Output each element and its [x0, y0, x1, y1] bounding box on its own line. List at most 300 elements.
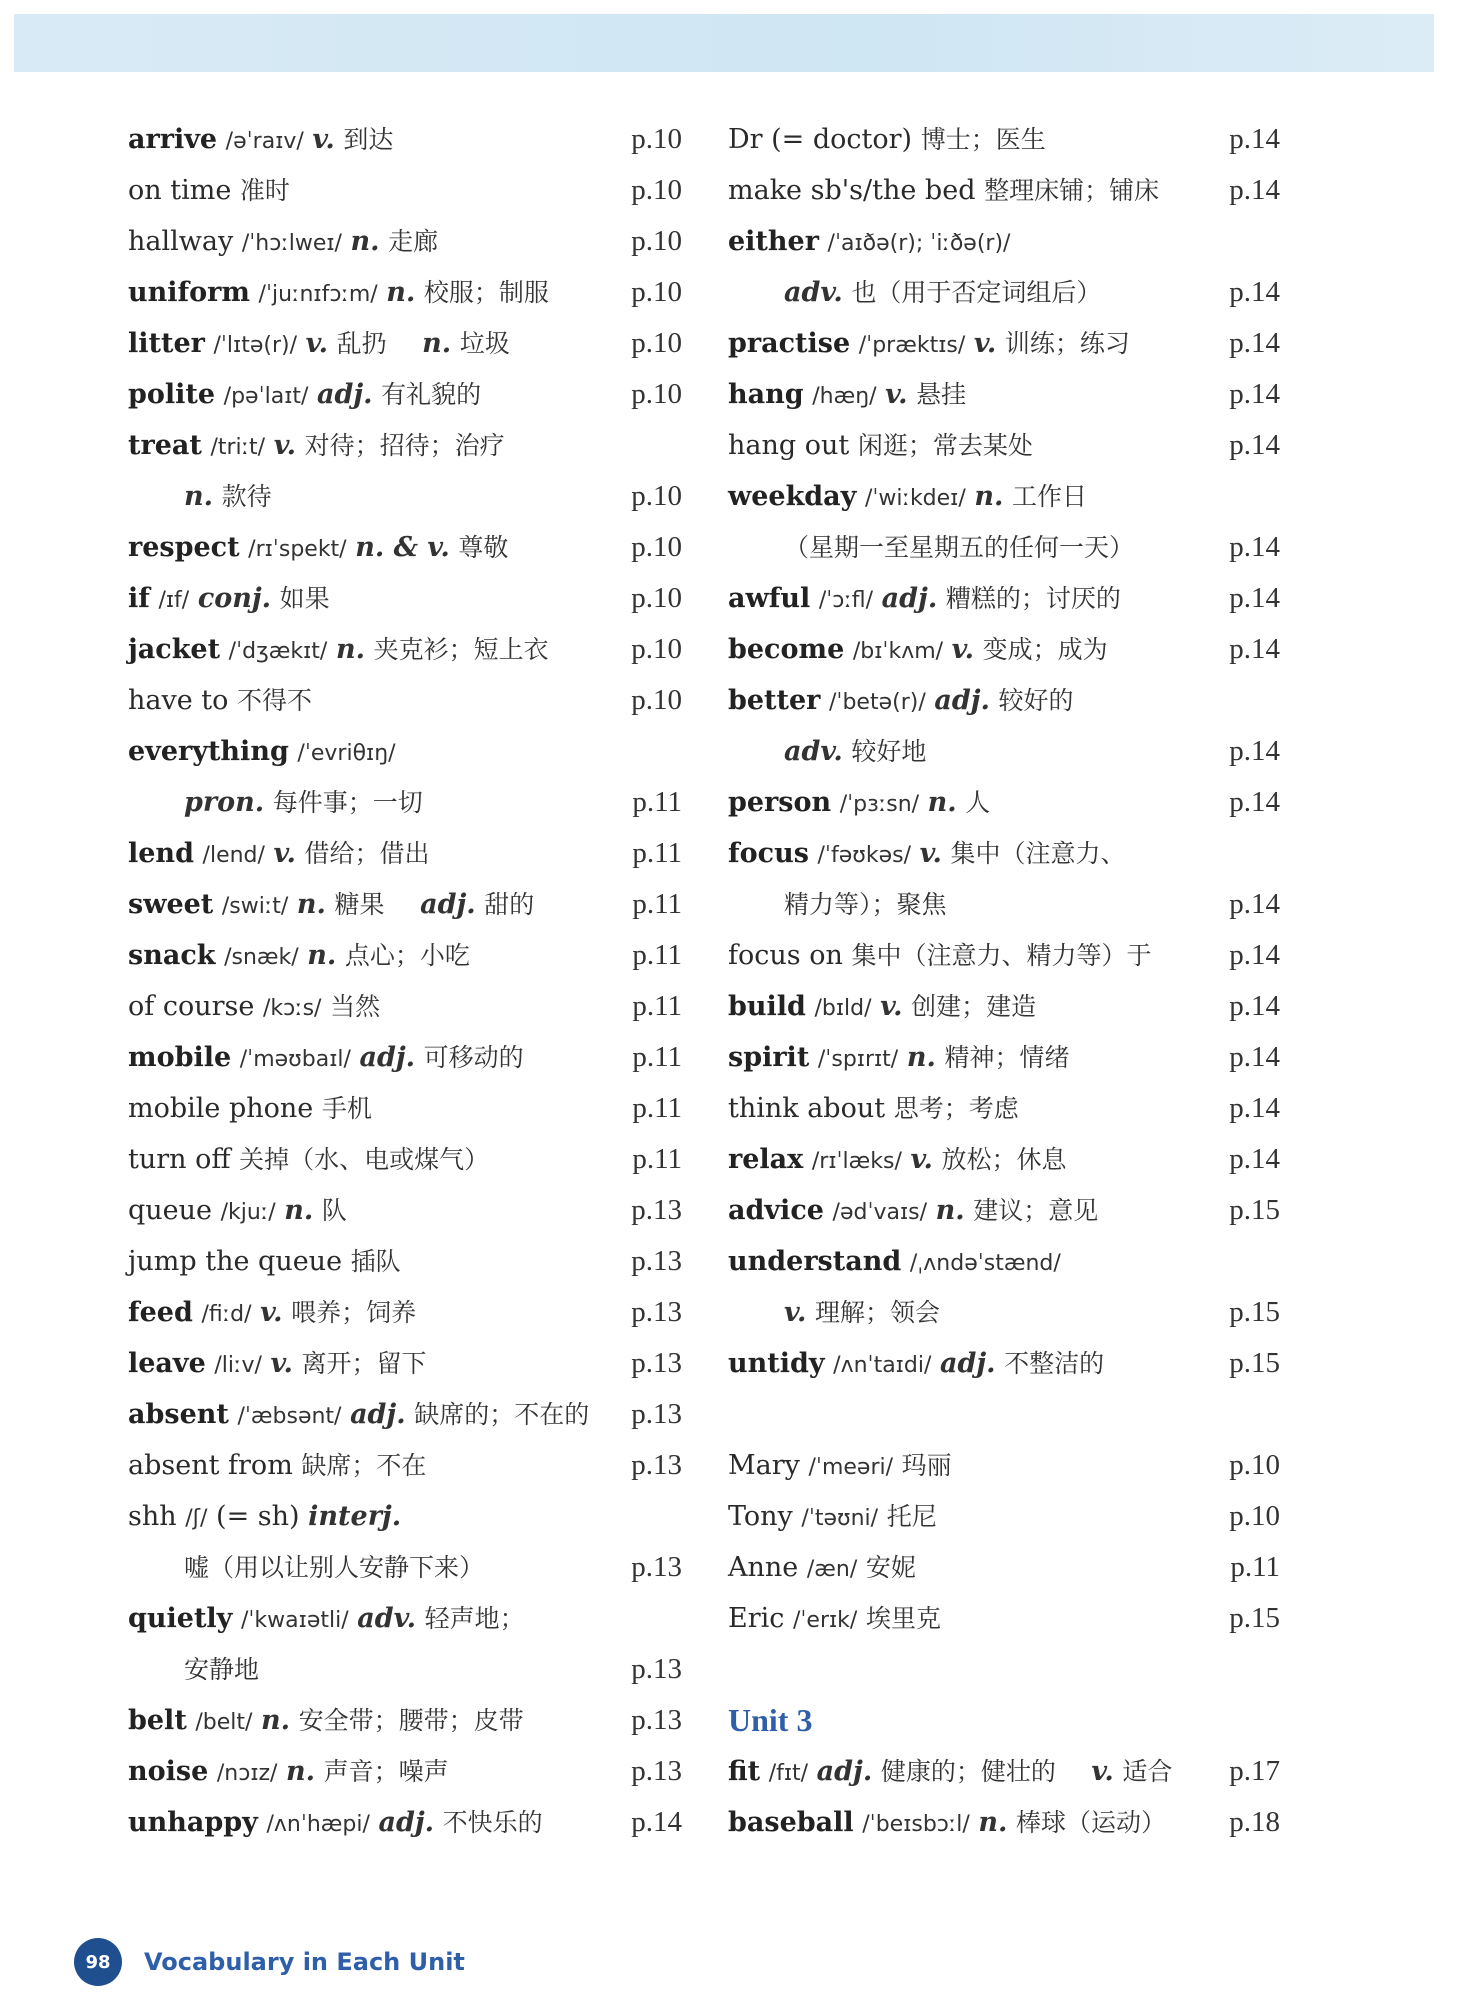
chinese-meaning-2: 甜的	[484, 890, 535, 919]
page-ref: p.14	[1229, 531, 1280, 563]
page-ref: p.11	[632, 1143, 682, 1175]
entry-text	[728, 1083, 1019, 1134]
phonetic: /ˈspɪrɪt/	[817, 1047, 899, 1072]
chinese-meaning: 走廊	[388, 227, 439, 256]
vocab-entry	[728, 369, 1280, 420]
vocab-column-right	[728, 114, 1280, 1848]
vocab-entry	[728, 420, 1280, 471]
entry-text	[128, 1287, 416, 1340]
headword: treat	[128, 430, 202, 461]
chinese-meaning: 理解；领会	[814, 1298, 940, 1327]
chinese-meaning: 创建；建造	[911, 992, 1037, 1021]
headword: feed	[128, 1297, 193, 1328]
part-of-speech: adj.	[816, 1756, 873, 1787]
chinese-meaning: 到达	[343, 125, 394, 154]
part-of-speech: v.	[973, 328, 997, 359]
entry-text	[728, 216, 1010, 269]
page-ref: p.14	[1229, 1143, 1280, 1175]
part-of-speech: n.	[296, 889, 326, 920]
chinese-meaning: 健康的；健壮的	[880, 1757, 1056, 1786]
vocab-entry	[728, 318, 1280, 369]
phonetic: /triːt/	[210, 435, 266, 460]
chinese-meaning: 尊敬	[458, 533, 509, 562]
page-ref: p.10	[631, 480, 682, 512]
vocab-entry	[128, 624, 682, 675]
entry-text	[128, 981, 380, 1034]
vocab-entry	[728, 1083, 1280, 1134]
chinese-meaning: 夹克衫；短上衣	[373, 635, 549, 664]
chinese-meaning-2: 垃圾	[459, 329, 510, 358]
part-of-speech: n.	[935, 1195, 965, 1226]
vocab-entry	[728, 471, 1280, 522]
page-ref: p.11	[632, 786, 682, 818]
page-ref: p.13	[631, 1755, 682, 1787]
headword: arrive	[128, 124, 218, 155]
vocab-entry	[728, 573, 1280, 624]
vocab-entry	[128, 318, 682, 369]
vocab-entry	[728, 1185, 1280, 1236]
part-of-speech: n.	[286, 1756, 316, 1787]
headword: awful	[728, 583, 811, 614]
entry-text	[728, 471, 1087, 524]
page-ref: p.17	[1229, 1755, 1280, 1787]
part-of-speech: v.	[273, 430, 297, 461]
chinese-meaning: 人	[965, 788, 991, 817]
page-ref: p.10	[631, 378, 682, 410]
part-of-speech: v.	[312, 124, 335, 155]
vocab-entry	[128, 1032, 682, 1083]
page-ref: p.10	[631, 327, 682, 359]
vocab-entry	[128, 267, 682, 318]
part-of-speech: v.	[260, 1297, 283, 1328]
phonetic: /bɪld/	[814, 996, 872, 1021]
spacer	[728, 1389, 1280, 1440]
vocab-entry	[128, 1797, 682, 1848]
entry-text	[128, 1032, 524, 1085]
vocab-entry	[128, 726, 682, 777]
headword: make sb's/the bed	[728, 175, 976, 206]
part-of-speech: v.	[880, 991, 903, 1022]
part-of-speech: v.	[885, 379, 908, 410]
vocab-entry	[728, 879, 1280, 930]
page-ref: p.10	[631, 174, 682, 206]
headword: have to	[128, 685, 229, 716]
page-ref: p.11	[632, 990, 682, 1022]
phonetic: /ˈhɔːlweɪ/	[241, 231, 342, 256]
entry-text	[728, 420, 1033, 471]
entry-text	[128, 726, 396, 779]
headword: shh	[128, 1501, 177, 1532]
headword: unhappy	[128, 1807, 258, 1838]
entry-text	[128, 1797, 543, 1850]
headword: think about	[728, 1093, 886, 1124]
vocab-entry	[728, 165, 1280, 216]
part-of-speech: v.	[305, 328, 328, 359]
spacer	[728, 1644, 1280, 1695]
entry-text	[728, 114, 1046, 165]
chinese-meaning: 较好的	[998, 686, 1074, 715]
part-of-speech: conj.	[197, 583, 272, 614]
page-ref: p.13	[631, 1194, 682, 1226]
phonetic: /ˈbetə(r)/	[829, 690, 926, 715]
entry-text	[128, 573, 330, 626]
headword: spirit	[728, 1042, 810, 1073]
vocab-entry	[728, 267, 1280, 318]
chinese-meaning: 精力等）；聚焦	[784, 890, 947, 919]
entry-text	[728, 1134, 1066, 1187]
entry-text	[728, 981, 1036, 1034]
entry-text	[128, 1338, 426, 1391]
vocab-entry	[128, 1491, 682, 1542]
entry-text	[128, 1542, 484, 1593]
part-of-speech: v.	[919, 838, 942, 869]
part-of-speech: adj.	[939, 1348, 996, 1379]
page-ref: p.14	[1229, 1041, 1280, 1073]
chinese-meaning: 集中（注意力、精力等）于	[851, 941, 1152, 970]
page-ref: p.11	[632, 1041, 682, 1073]
chinese-meaning: 离开；留下	[301, 1349, 427, 1378]
phonetic: /ˈæbsənt/	[237, 1404, 342, 1429]
entry-text	[728, 1593, 941, 1646]
part-of-speech: adj.	[934, 685, 990, 716]
vocab-entry	[128, 1746, 682, 1797]
vocab-entry	[128, 1542, 682, 1593]
chinese-meaning: 缺席；不在	[301, 1451, 427, 1480]
entry-text	[128, 114, 393, 167]
page-ref: p.10	[631, 123, 682, 155]
page-ref: p.13	[631, 1245, 682, 1277]
chinese-meaning: 安静地	[184, 1655, 260, 1684]
phonetic: /ədˈvaɪs/	[832, 1200, 928, 1225]
headword: fit	[728, 1756, 761, 1787]
entry-text	[128, 318, 510, 371]
chinese-meaning: 放松；休息	[941, 1145, 1067, 1174]
entry-text	[728, 1440, 952, 1493]
part-of-speech: v.	[910, 1144, 933, 1175]
entry-text	[128, 879, 534, 932]
headword: untidy	[728, 1348, 825, 1379]
phonetic: /ʃ/	[185, 1506, 208, 1531]
page-ref: p.14	[631, 1806, 682, 1838]
page-ref: p.14	[1229, 378, 1280, 410]
headword: mobile	[128, 1042, 232, 1073]
page-ref: p.14	[1229, 990, 1280, 1022]
headword: queue	[128, 1195, 213, 1226]
part-of-speech: n.	[284, 1195, 314, 1226]
entry-text	[728, 1491, 937, 1544]
chinese-meaning: 糖果	[334, 890, 385, 919]
entry-text	[128, 1083, 372, 1134]
page-ref: p.10	[631, 531, 682, 563]
vocab-entry	[728, 1797, 1280, 1848]
page-ref: p.14	[1229, 174, 1280, 206]
chinese-meaning: 手机	[321, 1094, 372, 1123]
phonetic: /ɪf/	[158, 588, 190, 613]
page-ref: p.10	[631, 633, 682, 665]
phonetic: /ˈlɪtə(r)/	[213, 333, 297, 358]
part-of-speech: v.	[270, 1348, 293, 1379]
entry-text	[728, 1746, 1172, 1799]
vocab-entry	[728, 114, 1280, 165]
headword: turn off	[128, 1144, 231, 1175]
phonetic: /kɔːs/	[262, 996, 322, 1021]
phonetic: /snæk/	[224, 945, 299, 970]
headword: understand	[728, 1246, 902, 1277]
page-ref: p.18	[1229, 1806, 1280, 1838]
phonetic: /fɪt/	[768, 1761, 809, 1786]
page-ref: p.14	[1229, 939, 1280, 971]
entry-text	[128, 471, 272, 522]
headword: advice	[728, 1195, 824, 1226]
page-ref: p.14	[1229, 582, 1280, 614]
entry-text	[128, 828, 430, 881]
part-of-speech: adj.	[378, 1807, 435, 1838]
page-ref: p.10	[631, 225, 682, 257]
vocab-entry	[128, 114, 682, 165]
page-ref: p.11	[632, 837, 682, 869]
vocab-entry	[128, 420, 682, 471]
chinese-meaning: 玛丽	[901, 1451, 952, 1480]
phonetic: /belt/	[195, 1710, 253, 1735]
page-ref: p.14	[1229, 429, 1280, 461]
page-number-badge: 98	[74, 1938, 122, 1986]
headword: everything	[128, 736, 289, 767]
chinese-meaning: 工作日	[1012, 482, 1088, 511]
entry-text	[128, 675, 312, 726]
headword: either	[728, 226, 819, 257]
page-ref: p.14	[1229, 735, 1280, 767]
headword: noise	[128, 1756, 209, 1787]
chinese-meaning: 缺席的；不在的	[414, 1400, 590, 1429]
entry-text	[728, 624, 1108, 677]
page-ref: p.10	[631, 582, 682, 614]
entry-text	[128, 420, 505, 473]
phonetic: /əˈraɪv/	[225, 129, 304, 154]
entry-text	[728, 1236, 1061, 1289]
chinese-meaning: 建议；意见	[973, 1196, 1099, 1225]
phonetic: /ˌʌndəˈstænd/	[909, 1251, 1061, 1276]
vocab-entry	[728, 1746, 1280, 1797]
chinese-meaning: 喂养；饲养	[291, 1298, 417, 1327]
phonetic: /ʌnˈtaɪdi/	[833, 1353, 932, 1378]
entry-text	[128, 1746, 449, 1799]
part-of-speech-2: v.	[1091, 1756, 1114, 1787]
vocab-entry	[128, 1644, 682, 1695]
headword: mobile phone	[128, 1093, 314, 1124]
vocab-entry	[728, 777, 1280, 828]
chinese-meaning: 对待；招待；治疗	[304, 431, 505, 460]
headword: Eric	[728, 1603, 785, 1634]
page-ref: p.11	[632, 888, 682, 920]
phonetic: /ˈevriθɪŋ/	[297, 741, 396, 766]
vocab-entry	[728, 1236, 1280, 1287]
headword: absent	[128, 1399, 229, 1430]
vocab-entry	[728, 1134, 1280, 1185]
vocab-entry	[728, 1032, 1280, 1083]
page-ref: p.13	[631, 1704, 682, 1736]
headword: hang	[728, 379, 804, 410]
headword: respect	[128, 532, 240, 563]
part-of-speech: n.	[927, 787, 957, 818]
vocab-entry	[728, 726, 1280, 777]
phonetic: /hæŋ/	[812, 384, 877, 409]
chinese-meaning: 不快乐的	[442, 1808, 543, 1837]
phonetic: /lend/	[202, 843, 265, 868]
entry-text	[128, 1491, 401, 1544]
headword: Anne	[728, 1552, 799, 1583]
page-ref: p.14	[1229, 123, 1280, 155]
vocab-entry	[128, 1134, 682, 1185]
headword: if	[128, 583, 150, 614]
phonetic: /ˈpɜːsn/	[839, 792, 920, 817]
vocab-entry	[128, 1338, 682, 1389]
phonetic: /pəˈlaɪt/	[223, 384, 309, 409]
headword: build	[728, 991, 806, 1022]
vocab-entry	[128, 1185, 682, 1236]
headword: leave	[128, 1348, 206, 1379]
part-of-speech-2: adj.	[420, 889, 476, 920]
chinese-meaning: 闲逛；常去某处	[857, 431, 1033, 460]
entry-text	[728, 828, 1126, 881]
vocab-entry	[128, 981, 682, 1032]
headword: person	[728, 787, 832, 818]
part-of-speech: n.	[184, 481, 214, 512]
headword: focus on	[728, 940, 843, 971]
chinese-meaning: 糟糕的；讨厌的	[945, 584, 1121, 613]
entry-text	[128, 930, 470, 983]
chinese-meaning: 较好地	[851, 737, 927, 766]
vocab-entry	[128, 522, 682, 573]
headword: sweet	[128, 889, 214, 920]
entry-text	[728, 1185, 1098, 1238]
chinese-meaning: 集中（注意力、	[950, 839, 1126, 868]
chinese-meaning: 整理床铺；铺床	[984, 176, 1160, 205]
entry-text	[128, 216, 438, 269]
chinese-meaning: 思考；考虑	[893, 1094, 1019, 1123]
entry-text	[728, 726, 926, 777]
headword: lend	[128, 838, 194, 869]
entry-text	[728, 1287, 940, 1338]
vocab-entry	[128, 216, 682, 267]
entry-text	[128, 1695, 524, 1748]
chinese-meaning: 插队	[350, 1247, 401, 1276]
phonetic: /æn/	[806, 1557, 858, 1582]
entry-text	[728, 369, 966, 422]
part-of-speech: v.	[273, 838, 296, 869]
part-of-speech: n.	[974, 481, 1004, 512]
chinese-meaning: 也（用于否定词组后）	[851, 278, 1102, 307]
vocab-entry	[728, 981, 1280, 1032]
entry-text	[128, 522, 508, 575]
headword: hallway	[128, 226, 234, 257]
chinese-meaning: 校服；制服	[423, 278, 549, 307]
vocab-entry	[128, 828, 682, 879]
part-of-speech-2: n.	[422, 328, 452, 359]
headword: Mary	[728, 1450, 800, 1481]
page-ref: p.13	[631, 1347, 682, 1379]
vocab-entry	[728, 1338, 1280, 1389]
chinese-meaning: 准时	[239, 176, 290, 205]
headword: Tony	[728, 1501, 793, 1532]
entry-text	[128, 624, 549, 677]
unit-heading: Unit 3	[728, 1702, 813, 1738]
headword: Dr (= doctor)	[728, 124, 913, 155]
entry-text	[728, 1542, 916, 1595]
part-of-speech: interj.	[308, 1501, 402, 1532]
vocab-entry	[728, 216, 1280, 267]
page-ref: p.10	[1229, 1500, 1280, 1532]
phonetic: /swiːt/	[221, 894, 289, 919]
chinese-meaning: 埃里克	[865, 1604, 941, 1633]
phonetic: /ˈdʒækɪt/	[228, 639, 328, 664]
vocab-column-left	[128, 114, 682, 1848]
vocab-entry	[728, 1542, 1280, 1593]
phonetic: /ˈjuːnɪfɔːm/	[258, 282, 378, 307]
vocab-entry	[128, 165, 682, 216]
entry-text	[128, 1236, 401, 1287]
headword: snack	[128, 940, 216, 971]
footer-title: Vocabulary in Each Unit	[144, 1948, 465, 1976]
part-of-speech: v.	[951, 634, 975, 665]
chinese-meaning: 托尼	[886, 1502, 937, 1531]
vocab-entry	[128, 1593, 682, 1644]
headword: uniform	[128, 277, 250, 308]
phonetic: /rɪˈlæks/	[811, 1149, 902, 1174]
vocab-entry	[128, 777, 682, 828]
entry-text	[128, 165, 290, 216]
headword: focus	[728, 838, 809, 869]
entry-text	[728, 573, 1121, 626]
entry-text	[728, 165, 1159, 216]
chinese-meaning: 精神；情绪	[944, 1043, 1070, 1072]
page-ref: p.10	[1229, 1449, 1280, 1481]
vocab-entry	[128, 1236, 682, 1287]
chinese-meaning: 嘘（用以让别人安静下来）	[184, 1553, 485, 1582]
chinese-meaning: 款待	[221, 482, 272, 511]
page-ref: p.13	[631, 1398, 682, 1430]
vocab-entry	[128, 1083, 682, 1134]
vocab-entry	[728, 675, 1280, 726]
page-ref: p.11	[1230, 1551, 1280, 1583]
part-of-speech: n.	[906, 1042, 936, 1073]
headword: quietly	[128, 1603, 233, 1634]
entry-text	[128, 267, 549, 320]
page-ref: p.14	[1229, 888, 1280, 920]
page-ref: p.14	[1229, 1092, 1280, 1124]
chinese-meaning: 棒球（运动）	[1016, 1808, 1167, 1837]
phonetic: /ˈaɪðə(r); ˈiːðə(r)/	[827, 231, 1011, 256]
phonetic: /ˈkwaɪətli/	[240, 1608, 349, 1633]
page-ref: p.11	[632, 939, 682, 971]
part-of-speech: n.	[386, 277, 416, 308]
vocab-entry	[128, 369, 682, 420]
entry-text	[128, 1185, 347, 1238]
part-of-speech: n.	[307, 940, 337, 971]
part-of-speech: pron.	[184, 787, 265, 818]
entry-text	[728, 1797, 1166, 1850]
entry-text	[128, 777, 423, 828]
entry-text	[128, 1593, 525, 1646]
entry-text	[128, 1440, 426, 1491]
chinese-meaning-2: 适合	[1122, 1757, 1173, 1786]
entry-text	[728, 1338, 1104, 1391]
headword: litter	[128, 328, 205, 359]
page-ref: p.13	[631, 1296, 682, 1328]
part-of-speech: n. & v.	[355, 532, 450, 563]
entry-text	[728, 930, 1151, 981]
part-of-speech: n.	[350, 226, 380, 257]
entry-text	[128, 1389, 589, 1442]
